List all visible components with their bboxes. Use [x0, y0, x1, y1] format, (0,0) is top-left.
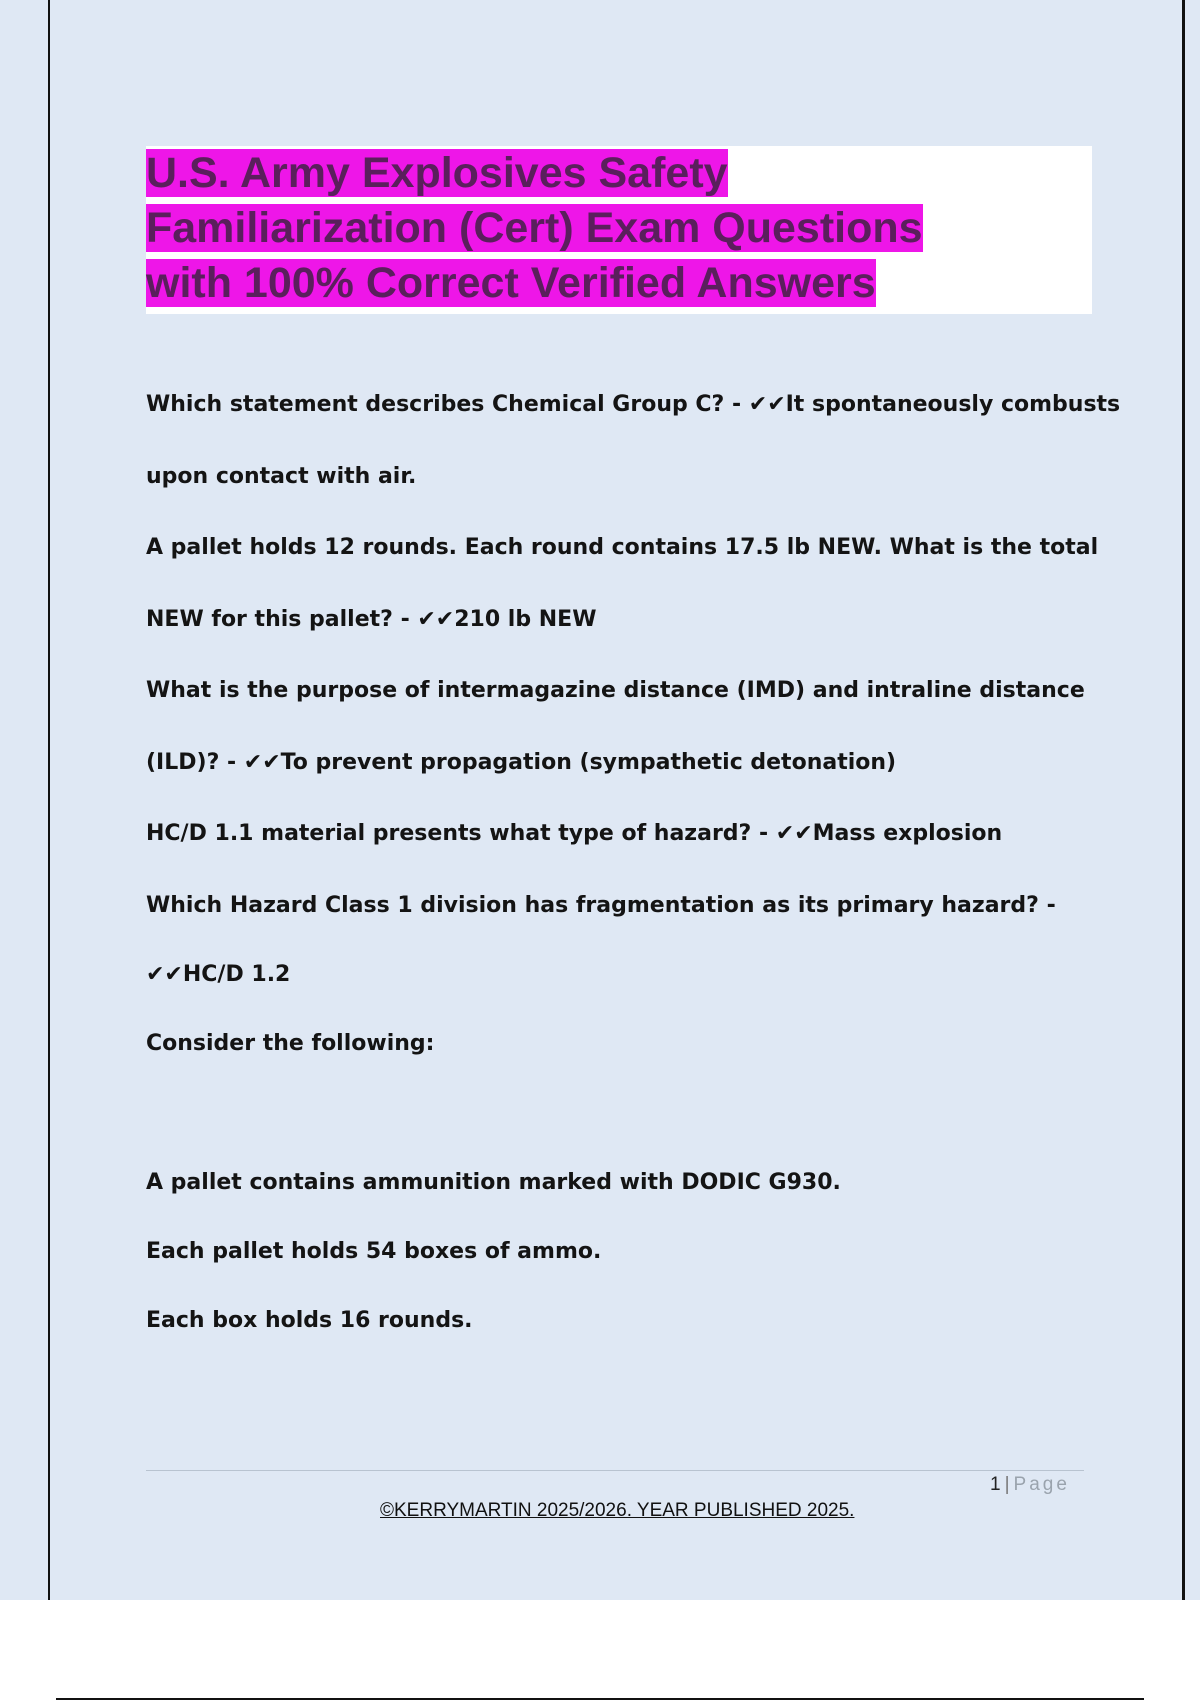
body-line: A pallet holds 12 rounds. Each round contains 17.5 lb NEW. What is the total	[146, 535, 1099, 560]
page-word: Page	[1013, 1474, 1070, 1495]
body-line: What is the purpose of intermagazine distance (IMD) and intraline distance	[146, 678, 1085, 703]
title-line-1: U.S. Army Explosives Safety	[146, 149, 728, 197]
body-line: upon contact with air.	[146, 463, 417, 489]
body-line: A pallet contains ammunition marked with DODIC G930.	[146, 1169, 841, 1195]
document-body	[146, 370, 1121, 1355]
page-border-right	[1182, 0, 1185, 1600]
copyright-notice: ©KERRYMARTIN 2025/2026. YEAR PUBLISHED 2025.	[380, 1500, 855, 1521]
body-line: HC/D 1.1 material presents what type of hazard? - ✔✔Mass explosion	[146, 821, 1003, 846]
body-line: NEW for this pallet? - ✔✔210 lb NEW	[146, 606, 597, 632]
body-line: (ILD)? - ✔✔To prevent propagation (sympathetic detonation)	[146, 749, 897, 775]
body-line: Each pallet holds 54 boxes of ammo.	[146, 1238, 602, 1264]
body-line: Consider the following:	[146, 1030, 435, 1056]
page-border-left	[48, 0, 50, 1600]
footer-divider	[146, 1470, 1084, 1471]
body-line: Which statement describes Chemical Group C? - ✔✔It spontaneously combusts	[146, 392, 1121, 417]
body-line: ✔✔HC/D 1.2	[146, 961, 291, 987]
title-line-2: Familiarization (Cert) Exam Questions	[146, 204, 923, 252]
blank-line	[146, 1078, 1092, 1148]
page-number-value: 1	[990, 1474, 1001, 1495]
body-line: Which Hazard Class 1 division has fragmentation as its primary hazard? -	[146, 892, 1056, 918]
title-line-3: with 100% Correct Verified Answers	[146, 259, 876, 307]
body-line: Each box holds 16 rounds.	[146, 1307, 473, 1333]
page-number	[990, 1474, 1070, 1496]
document-title	[146, 146, 1092, 311]
page-number-separator: |	[1004, 1474, 1010, 1495]
